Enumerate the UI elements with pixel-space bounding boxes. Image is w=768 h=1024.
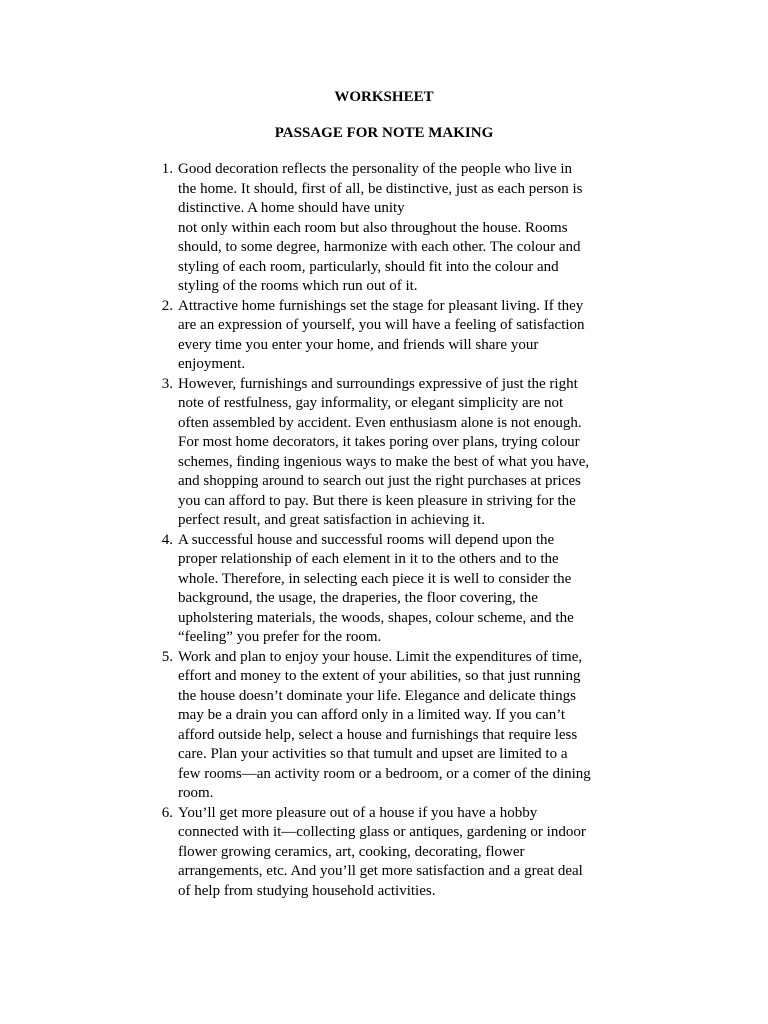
item-text-line: proper relationship of each element in it to the others and to the — [178, 551, 559, 567]
item-text-line: of help from studying household activities. — [178, 882, 436, 899]
item-text-line: distinctive. A home should have unity — [178, 200, 405, 216]
item-text-line: connected with it—collecting glass or antiques, gardening or indoor — [178, 824, 586, 840]
item-text-line: Good decoration reflects the personality of the people who live in — [178, 161, 573, 177]
item-text-line: should, to some degree, harmonize with each other. The colour and — [178, 239, 581, 255]
item-text-line: afford outside help, select a house and furnishings that require less — [178, 726, 578, 743]
list-item — [149, 648, 679, 804]
item-text-line: background, the usage, the draperies, the floor covering, the — [178, 590, 538, 606]
item-text-line: you can afford to pay. But there is keen pleasure in striving for the — [178, 492, 576, 509]
list-item — [149, 531, 679, 648]
item-text-line: often assembled by accident. Even enthusiasm alone is not enough. — [178, 414, 582, 431]
item-text-line: For most home decorators, it takes poring over plans, trying colour — [178, 434, 580, 450]
item-number: 2. — [161, 297, 173, 314]
item-text-line: are an expression of yourself, you will have a feeling of satisfaction — [178, 317, 585, 333]
item-text-line: “feeling” you prefer for the room. — [178, 629, 382, 645]
item-text-line: note of restfulness, gay informality, or elegant simplicity are not — [178, 395, 564, 411]
list-item — [149, 804, 679, 902]
item-text-line: You’ll get more pleasure out of a house if you have a hobby — [178, 804, 538, 821]
item-text-line: upholstering materials, the woods, shapes, colour scheme, and the — [178, 609, 574, 626]
passage-heading: PASSAGE FOR NOTE MAKING — [274, 125, 494, 141]
item-text-line: enjoyment. — [178, 356, 246, 372]
item-text-line: flower growing ceramics, art, cooking, decorating, flower — [178, 843, 525, 860]
item-text-line: styling of each room, particularly, should fit into the colour and — [178, 258, 559, 275]
worksheet-title: WORKSHEET — [334, 89, 434, 105]
item-text-line: Attractive home furnishings set the stage for pleasant living. If they — [178, 297, 584, 314]
item-text-line: whole. Therefore, in selecting each piece it is well to consider the — [178, 570, 572, 587]
item-text-line: schemes, finding ingenious ways to make the best of what you have, — [178, 453, 590, 470]
item-text-line: Work and plan to enjoy your house. Limit the expenditures of time, — [178, 648, 583, 665]
item-text-line: styling of the rooms which run out of it. — [178, 278, 418, 294]
item-text-line: A successful house and successful rooms will depend upon the — [178, 531, 555, 548]
item-number: 6. — [161, 804, 173, 821]
list-item — [149, 297, 679, 375]
item-number: 3. — [161, 375, 173, 392]
list-item — [149, 160, 679, 297]
item-text-line: arrangements, etc. And you’ll get more satisfaction and a great deal — [178, 863, 583, 879]
item-number: 4. — [161, 531, 173, 548]
item-text-line: perfect result, and great satisfaction in achieving it. — [178, 512, 485, 528]
item-text-line: the home. It should, first of all, be distinctive, just as each person is — [178, 180, 583, 197]
item-number: 5. — [161, 648, 173, 665]
item-text-line: care. Plan your activities so that tumult and upset are limited to a — [178, 746, 568, 762]
list-item — [149, 375, 679, 531]
passage-list — [149, 160, 679, 901]
item-number: 1. — [161, 161, 173, 177]
item-text-line: few rooms—an activity room or a bedroom, or a comer of the dining — [178, 765, 591, 782]
item-text-line: not only within each room but also throughout the house. Rooms — [178, 219, 568, 236]
item-text-line: effort and money to the extent of your abilities, so that just running — [178, 668, 581, 684]
item-text-line: However, furnishings and surroundings expressive of just the right — [178, 375, 578, 392]
item-text-line: the house doesn’t dominate your life. Elegance and delicate things — [178, 687, 576, 704]
item-text-line: and shopping around to search out just the right purchases at prices — [178, 473, 581, 489]
item-text-line: every time you enter your home, and friends will share your — [178, 336, 539, 353]
item-text-line: room. — [178, 785, 214, 801]
item-text-line: may be a drain you can afford only in a limited way. If you can’t — [178, 707, 566, 723]
